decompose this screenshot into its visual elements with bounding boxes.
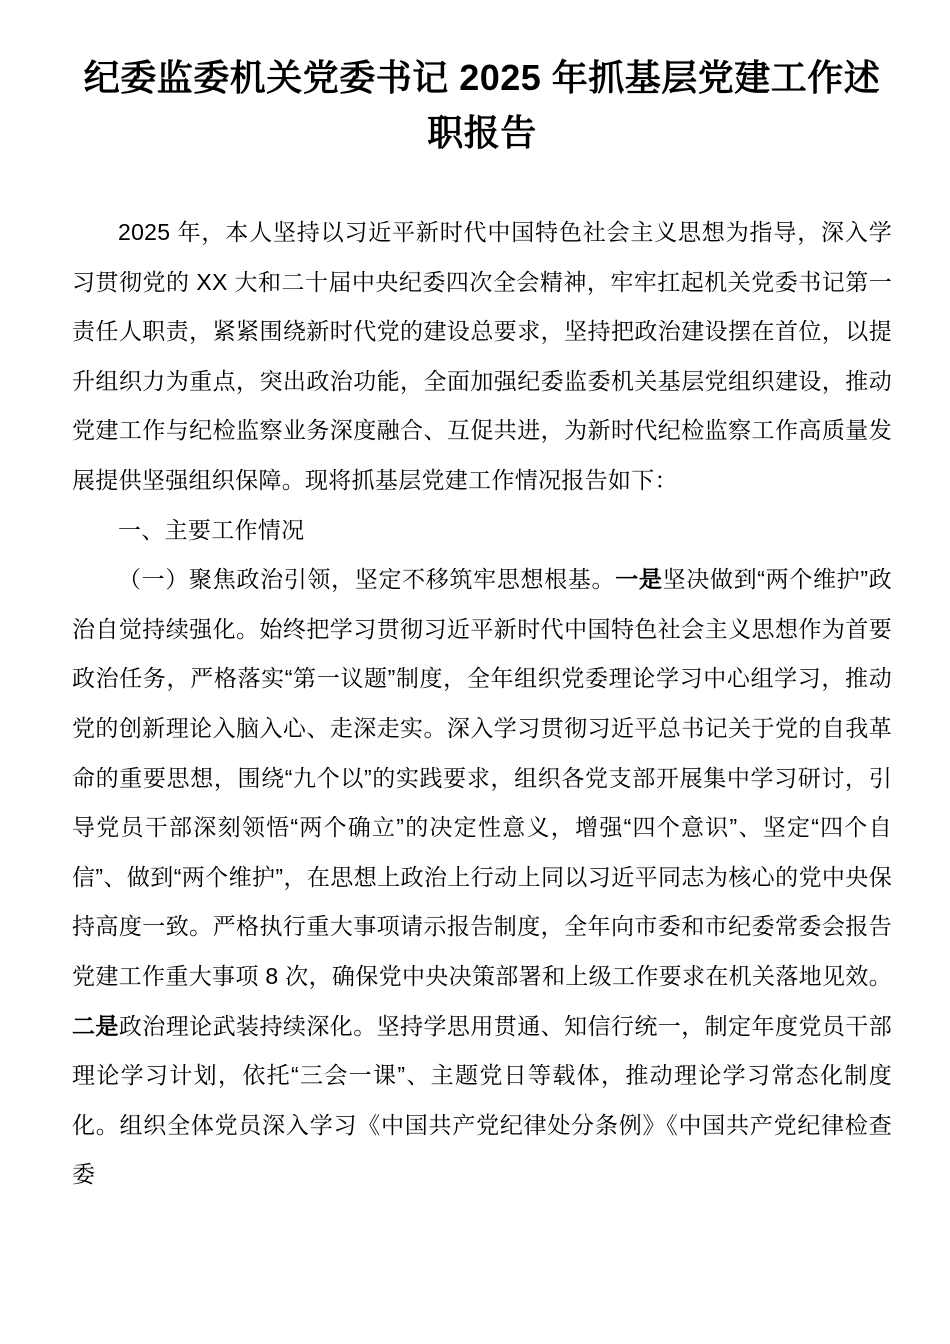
- text-run: 政治理论武装持续深化。坚持学思用贯通、知信行统一，制定年度党员干部理论学习计划，依托“三会一课”、主题党日等载体，推动理论学习常态化制度化。组织全体党员深入学习《中国共产党纪律处分条例》《中国共产党纪律检查委: [72, 1012, 892, 1188]
- bold-run: 二是: [72, 1012, 119, 1039]
- bold-run: 一是: [615, 566, 663, 593]
- text-run: 坚决做到“两个维护”政治自觉持续强化。始终把学习贯彻习近平新时代中国特色社会主义思想作为首要政治任务，严格落实“第一议题”制度，全年组织党委理论学习中心组学习，推动党的创新理论入脑入心、走深走实。深入学习贯彻习近平总书记关于党的自我革命的重要思想，围绕“九个以”的实践要求，组织各党支部开展集中学习研讨，引导党员干部深刻领悟“两个确立”的决定性意义，增强“四个意识”、坚定“四个自信”、做到“两个维护”，在思想上政治上行动上同以习近平同志为核心的党中央保持高度一致。严格执行重大事项请示报告制度，全年向市委和市纪委常委会报告党建工作重大事项 8 次，确保党中央决策部署和上级工作要求在机关落地见效。: [72, 566, 892, 989]
- text-run: （一）聚焦政治引领，坚定不移筑牢思想根基。: [118, 566, 616, 593]
- document-title: 纪委监委机关党委书记 2025 年抓基层党建工作述职报告: [83, 57, 881, 153]
- text-run: 一、主要工作情况: [118, 516, 305, 543]
- section-heading: [72, 506, 892, 556]
- document-body: [72, 208, 892, 1200]
- paragraph: [72, 208, 892, 506]
- paragraph: [72, 555, 892, 1200]
- text-run: 2025 年，本人坚持以习近平新时代中国特色社会主义思想为指导，深入学习贯彻党的 XX 大和二十届中央纪委四次全会精神，牢牢扛起机关党委书记第一责任人职责，紧紧围绕新时代党的建设总要求，坚持把政治建设摆在首位，以提升组织力为重点，突出政治功能，全面加强纪委监委机关基层党组织建设，推动党建工作与纪检监察业务深度融合、互促共进，为新时代纪检监察工作高质量发展提供坚强组织保障。现将抓基层党建工作情况报告如下：: [72, 219, 892, 493]
